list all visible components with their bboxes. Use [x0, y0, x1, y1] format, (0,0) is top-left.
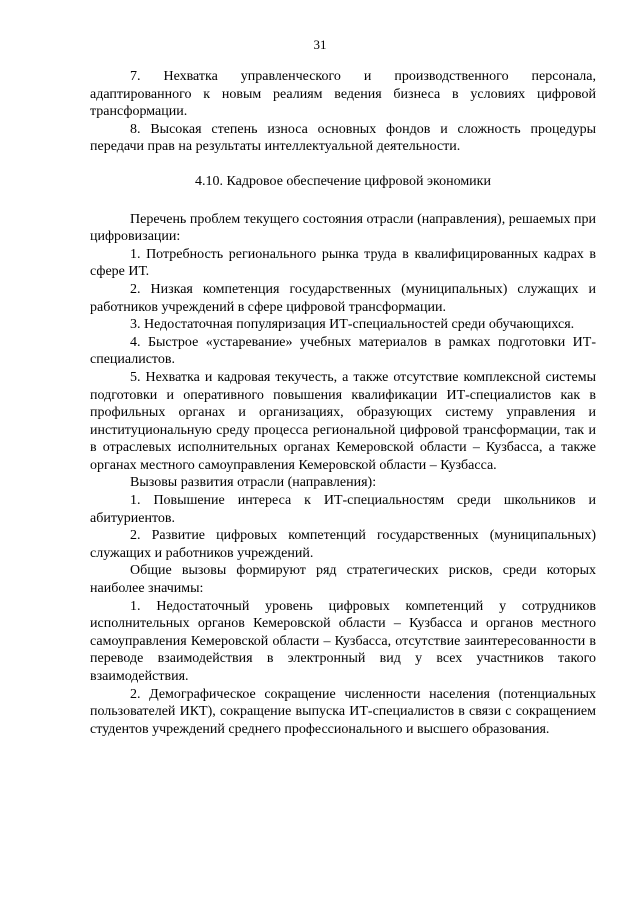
paragraph-problem-5: 5. Нехватка и кадровая текучесть, а также отсутствие комплексной системы подготовки и оперативного повышения квалификации ИТ-специалистов как в профильных органах и организациях, образующих систему управления и институциональную среду процесса региональной цифровой трансформации, так и в отраслевых исполнительных органах Кемеровской области – Кузбасса, а также органах местного самоуправления Кемеровской области – Кузбасса.	[90, 369, 596, 473]
paragraph-item-8: 8. Высокая степень износа основных фондов и сложность процедуры передачи прав на результаты интеллектуальной деятельности.	[90, 121, 596, 155]
paragraph-problems-intro: Перечень проблем текущего состояния отрасли (направления), решаемых при цифровизации:	[90, 211, 596, 245]
paragraph-problem-1: 1. Потребность регионального рынка труда в квалифицированных кадрах в сфере ИТ.	[90, 246, 596, 280]
paragraph-challenge-2: 2. Развитие цифровых компетенций государственных (муниципальных) служащих и работников учреждений.	[90, 528, 596, 561]
paragraph-risk-2: 2. Демографическое сокращение численности населения (потенциальных пользователей ИКТ), сокращение выпуска ИТ-специалистов в связи с сокращением студентов учреждений среднего профессионального и высшего образования.	[90, 686, 596, 737]
paragraph-risk-1: 1. Недостаточный уровень цифровых компетенций у сотрудников исполнительных органов Кемеровской области – Кузбасса и органов местного самоуправления Кемеровской области – Кузбасса, отсутствие заинтересованности в переводе взаимодействия в электронный вид у всех участников такого взаимодействия.	[90, 598, 596, 684]
paragraph-risks-intro: Общие вызовы формируют ряд стратегических рисков, среди которых наиболее значимы:	[90, 563, 596, 597]
paragraph-problem-2: 2. Низкая компетенция государственных (муниципальных) служащих и работников учреждений в сфере цифровой трансформации.	[90, 281, 596, 315]
paragraph-challenges-intro: Вызовы развития отрасли (направления):	[130, 475, 377, 491]
paragraph-problem-3: 3. Недостаточная популяризация ИТ-специальностей среди обучающихся.	[130, 317, 575, 333]
paragraph-item-7: 7. Нехватка управленческого и производственного персонала, адаптированного к новым реалиям ведения бизнеса в условиях цифровой трансформации.	[90, 69, 596, 120]
paragraph-challenge-1: 1. Повышение интереса к ИТ-специальностям среди школьников и абитуриентов.	[90, 493, 596, 526]
page-number: 31	[313, 37, 327, 52]
paragraph-problem-4: 4. Быстрое «устаревание» учебных материалов в рамках подготовки ИТ-специалистов.	[90, 334, 596, 368]
section-heading: 4.10. Кадровое обеспечение цифровой экономики	[195, 173, 491, 189]
document-body	[90, 68, 596, 738]
